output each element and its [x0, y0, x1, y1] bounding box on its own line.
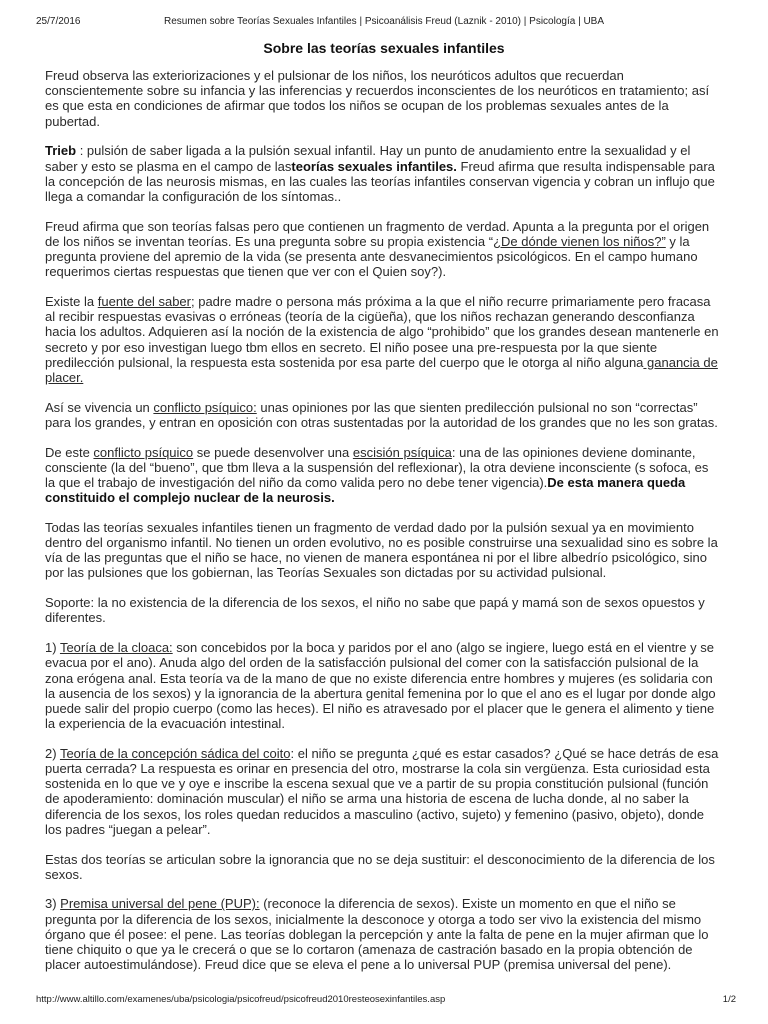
- page-number: 1/2: [722, 994, 736, 1005]
- paragraph: [45, 595, 721, 625]
- footer-url: http://www.altillo.com/examenes/uba/psicologia/psicofreud/psicofreud2010resteosexinfantiles.asp: [36, 994, 446, 1005]
- underlined-term: conflicto psíquico: [93, 444, 194, 460]
- text-segment: Todas las teorías sexuales infantiles tienen un fragmento de verdad dado por la pulsión sexual ya en movimiento dentro del organismo infantil. No tienen un orden evolutivo, no es posible construirse una sexualidad sino es sobre la vía de las preguntas que el niño se hace, no vienen de manera espontánea ni por el libre albedrío psicológico, sino por las pulsiones que los gobiernan, las Teorías Sexuales son dictadas por su actividad pulsional.: [45, 519, 718, 581]
- paragraph: [45, 746, 721, 837]
- text-segment: (reconoce la diferencia de sexos). Existe un momento en que el niño se pregunta por la diferencia de los sexos, inicialmente la desconoce y otorga a todo ser vivo la existencia del mismo órgano que él posee: el pene. Las teorías doblegan la percepción y ante la falta de pene en la mujer afirman que lo tiene chiquito o que ya le crecerá o que se lo cortaron (amenaza de castración basado en la propia obtención de placer autoestimulándose). Freud dice que se eleva el pene a lo universal PUP (premisa universal del pene).: [45, 896, 709, 973]
- paragraph: [45, 294, 721, 385]
- paragraph: [45, 852, 721, 882]
- paragraph: [45, 143, 721, 204]
- paragraph: [45, 520, 721, 581]
- text-segment: 1): [45, 640, 60, 656]
- text-segment: : el niño se pregunta ¿qué es estar casados? ¿Qué se hace detrás de esa puerta cerrada? La respuesta es orinar en presencia del otro, mostrarse la cola sin vergüenza. Esta curiosidad esta sostenida en lo que ve y oye e inscribe la escena sexual que ve a partir de su propia constitución pulsional (función de apoderamiento: dominación muscular) el niño se arma una historia de escena de lucha donde, al no saber la diferencia de los sexos, los roles quedan reducidos a masculino (activo, sujeto) y femenino (pasivo, objeto), donde los padres “juegan a pelear”.: [45, 745, 719, 837]
- text-segment: Freud observa las exteriorizaciones y el pulsionar de los niños, los neuróticos adultos que recuerdan conscientemente sobre su infancia y las inferencias y recuerdos inconscientes de los neuróticos en tratamiento; así es que esta en condiciones de afirmar que todos los niños se ocupan de los problemas sexuales antes de la pubertad.: [45, 68, 710, 129]
- text-segment: y la pregunta proviene del apremio de la vida (se presenta ante desvanecimientos psicológicos. En el campo humano requerimos ciertas respuestas que tienen que ver con el Quien soy?).: [45, 233, 698, 280]
- underlined-term: Teoría de la cloaca:: [59, 640, 173, 656]
- text-segment: unas opiniones por las que sienten predilección pulsional no son “correctas” para los grandes, y entran en oposición con otras sustentadas por la autoridad de los grandes que no les son gratas.: [45, 399, 718, 430]
- text-segment: : pulsión de saber ligada a la pulsión sexual infantil. Hay un punto de anudamiento entre la sexualidad y el saber y esto se plasma en el campo de las: [45, 143, 691, 174]
- underlined-term: Teoría de la concepción sádica del coito: [59, 745, 291, 761]
- text-segment: Freud afirma que son teorías falsas pero que contienen un fragmento de verdad. Apunta a la pregunta por el origen de los niños se inventan teorías. Es una pregunta sobre su propia existencia “: [45, 218, 710, 249]
- text-segment: De este: [45, 444, 94, 460]
- text-segment: se puede desenvolver una: [193, 444, 353, 460]
- bold-text: Trieb: [45, 143, 77, 159]
- underlined-term: fuente del saber: [97, 293, 191, 309]
- paragraph: [45, 896, 721, 972]
- paragraph: [45, 640, 721, 731]
- paragraph: [45, 219, 721, 280]
- bold-text: De esta manera queda constituido el complejo nuclear de la neurosis.: [45, 474, 686, 506]
- text-segment: ; padre madre o persona más próxima a la que el niño recurre primariamente pero fracasa al recibir respuestas evasivas o erróneas (teoría de la cigüeña), que los niños rechazan generando desconfianza hacia los adultos. Adquieren así la noción de la existencia de algo “prohibido” que los grandes desean mantenerle en secreto y por eso investigan luego tbm ellos en secreto. El niño posee una pre-respuesta por la que siente predilección pulsional, la respuesta esta sostenida por esa parte del cuerpo que le otorga al niño alguna: [45, 293, 719, 370]
- text-segment: Estas dos teorías se articulan sobre la ignorancia que no se deja sustituir: el desconocimiento de la diferencia de los sexos.: [45, 851, 715, 882]
- paragraph: [45, 445, 721, 506]
- text-segment: : una de las opiniones deviene dominante, consciente (la del “bueno”, que tbm lleva a la suspensión del reflexionar), la otra deviene inconsciente (s sofoca, es la que el trabajo de investigación del niño da como valida pero no debe tener vigencia).: [45, 444, 709, 490]
- text-segment: 2): [45, 745, 60, 761]
- underlined-term: Premisa universal del pene (PUP):: [60, 896, 260, 912]
- underlined-term: ¿De dónde vienen los niños?”: [493, 233, 666, 249]
- header-title: Resumen sobre Teorías Sexuales Infantiles | Psicoanálisis Freud (Laznik - 2010) | Psicología | UBA: [163, 16, 605, 27]
- paragraph: [45, 400, 721, 430]
- text-segment: 3): [45, 896, 61, 912]
- text-segment: Existe la: [45, 293, 98, 309]
- page-title: Sobre las teorías sexuales infantiles: [263, 40, 505, 56]
- text-segment: Así se vivencia un: [45, 399, 154, 415]
- paragraph: [45, 68, 721, 129]
- text-segment: son concebidos por la boca y paridos por el ano (algo se ingiere, luego está en el vientre y se evacua por el ano). Anuda algo del orden de la satisfacción pulsional del comer con la satisfacción pulsional de la zona erógena anal. Esta teoría va de la mano de que no existe diferencia entre hombres y mujeres (es solidaria con la ausencia de los sexos) y la ignorancia de la abertura genital femenina por lo que el ano es el lugar por donde algo puede salir del propio cuerpo (como las heces). El niño es atravesado por el placer que le genera el alimento y tiene la experiencia de la evacuación intestinal.: [45, 640, 716, 732]
- underlined-term: ganancia de placer.: [45, 354, 718, 385]
- underlined-term: escisión psíquica: [352, 444, 452, 460]
- text-segment: Soporte: la no existencia de la diferencia de los sexos, el niño no sabe que papá y mamá son de sexos opuestos y diferentes.: [45, 595, 705, 626]
- header-date: 25/7/2016: [36, 16, 81, 27]
- document-body: [45, 68, 721, 987]
- bold-text: teorías sexuales infantiles.: [291, 158, 457, 174]
- text-segment: Freud afirma que resulta indispensable para la concepción de las neurosis mismas, en las cuales las teorías infantiles conservan vigencia y cobran un influjo que llega a comandar la configuración de los síntomas..: [45, 158, 715, 204]
- underlined-term: conflicto psíquico:: [153, 399, 257, 415]
